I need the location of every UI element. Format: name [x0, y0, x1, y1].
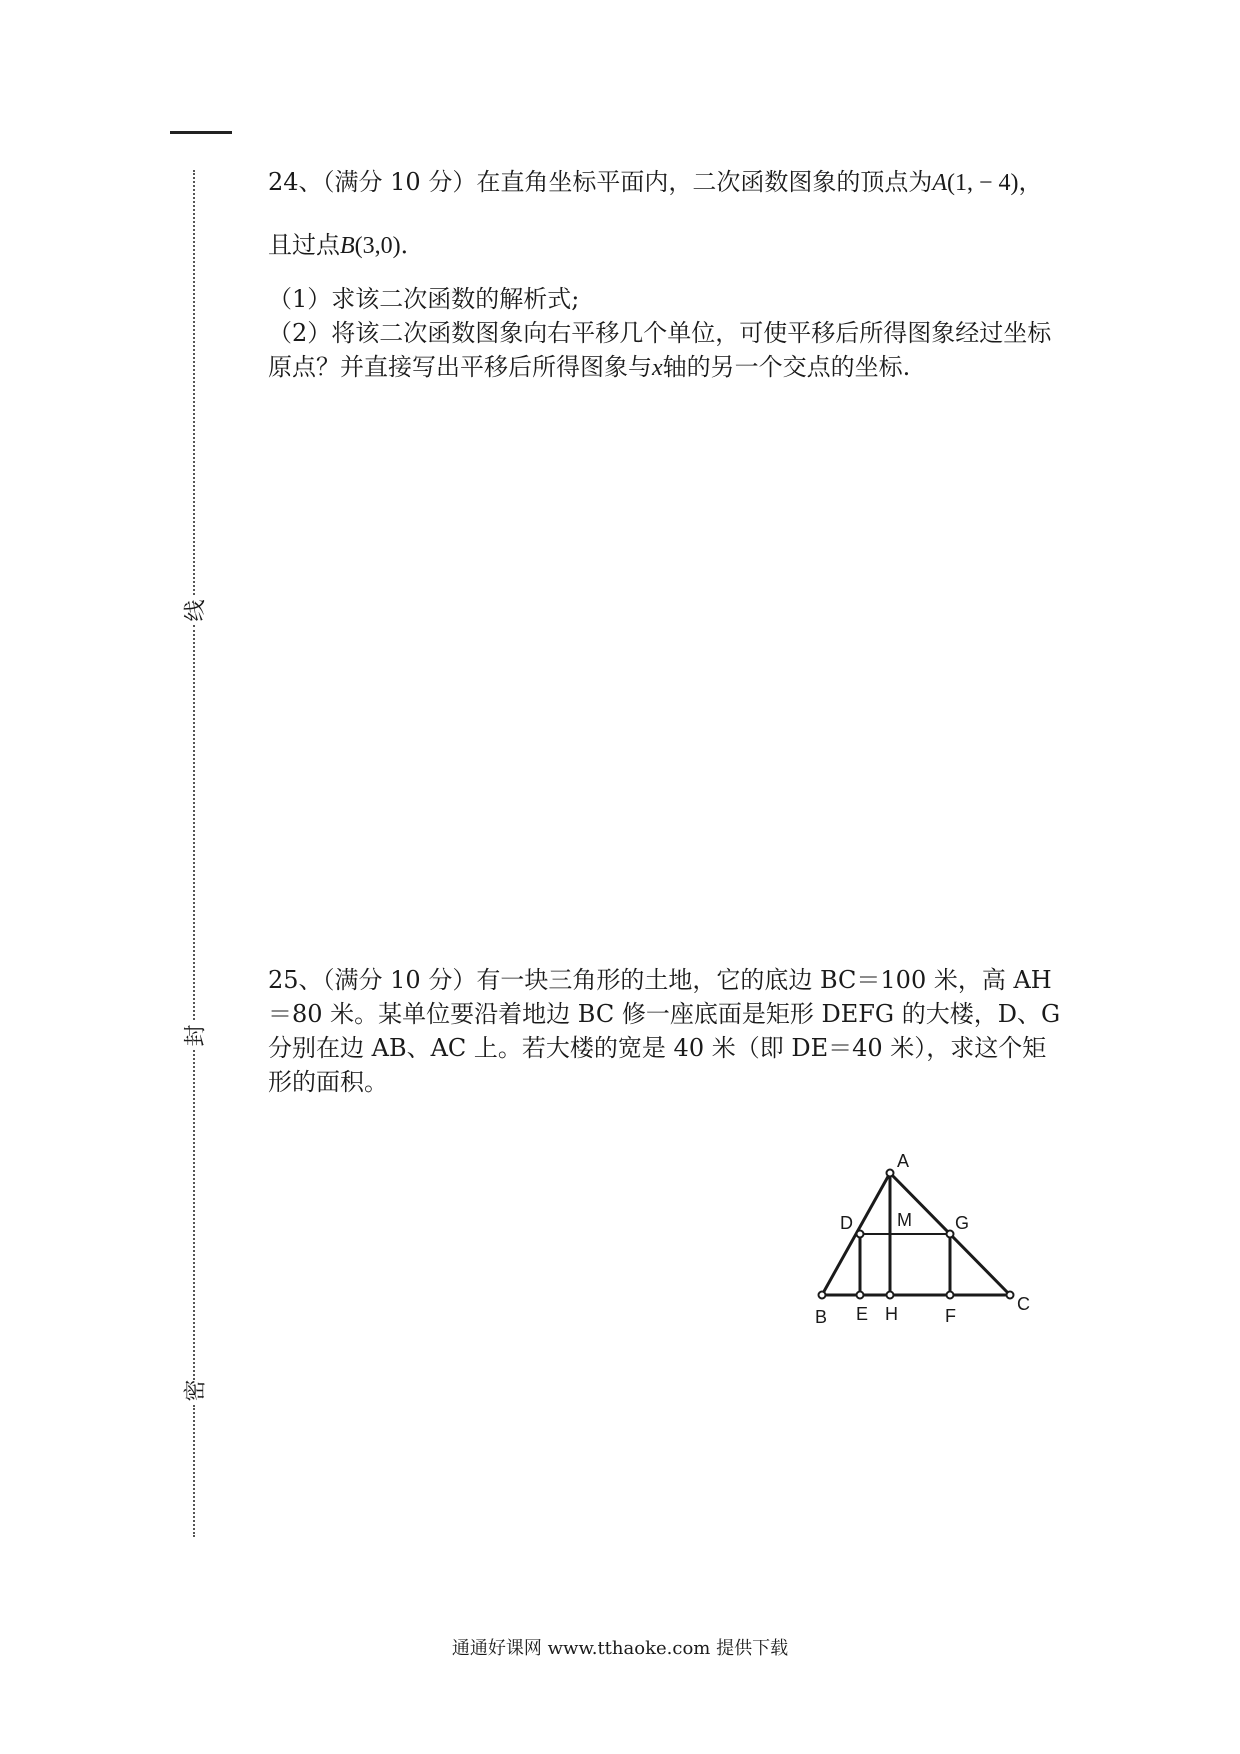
label-C: C — [1017, 1294, 1030, 1314]
binding-dotted-line — [193, 1050, 195, 1380]
vertex-H — [887, 1292, 894, 1299]
q24-vertex-name: A — [932, 170, 948, 196]
vertex-C — [1007, 1292, 1014, 1299]
binding-char-secret: 密 — [183, 1379, 209, 1402]
q24-part2-var: x — [652, 355, 663, 381]
binding-char-line: 线 — [183, 599, 209, 622]
label-B: B — [815, 1307, 828, 1327]
vertex-G — [947, 1231, 954, 1238]
binding-dotted-line — [193, 625, 195, 1020]
q24-part1: （1）求该二次函数的解析式; — [268, 285, 580, 313]
q24-prefix: 24、（满分 10 分）在直角坐标平面内，二次函数图象的顶点为 — [268, 168, 933, 196]
label-D: D — [840, 1213, 853, 1233]
vertex-A — [887, 1170, 894, 1177]
footer-text: 通通好课网 www.tthaoke.com 提供下载 — [451, 1638, 789, 1659]
q25-text: 25、（满分 10 分）有一块三角形的土地，它的底边 BC＝100 米，高 AH＝80 米。某单位要沿着地边 BC 修一座底面是矩形 DEFG 的大楼，D、G 分别在边 AB、AC 上。若大楼的宽是 40 米（即 DE＝40 米），求这个矩形的面积。 — [268, 966, 1061, 1096]
vertex-D — [857, 1231, 864, 1238]
q25-stem — [268, 963, 1068, 1099]
q24-part2-a: （2）将该二次函数图象向右平移几个单位，可使平移后所得图象经过坐标原点？并直接写出平移后所得图象与 — [268, 319, 1052, 381]
binding-dotted-line — [193, 1405, 195, 1537]
label-A: A — [897, 1151, 910, 1171]
triangle-rectangle-figure — [805, 1145, 1045, 1330]
label-E: E — [856, 1304, 869, 1324]
q24-line2-suffix: ． — [400, 231, 425, 259]
vertex-E — [857, 1292, 864, 1299]
q24-stem-line1 — [268, 165, 1068, 200]
vertex-F — [947, 1292, 954, 1299]
label-H: H — [885, 1304, 898, 1324]
q24-stem-line2 — [268, 228, 1068, 263]
header-rule — [170, 131, 232, 134]
q24-vertex-coords: (1, − 4) — [947, 170, 1019, 196]
vertex-B — [819, 1292, 826, 1299]
q24-parts — [268, 282, 1068, 385]
q24-sep: ， — [1018, 168, 1043, 196]
label-M: M — [897, 1210, 912, 1230]
binding-dotted-line — [193, 170, 195, 595]
label-F: F — [945, 1306, 956, 1326]
label-G: G — [955, 1213, 970, 1233]
q24-part2 — [268, 316, 1068, 385]
q24-point-coords: (3,0) — [354, 233, 401, 259]
q24-part2-b: 轴的另一个交点的坐标. — [662, 353, 911, 381]
binding-char-seal: 封 — [183, 1024, 209, 1047]
q24-point-name: B — [340, 233, 355, 259]
q24-line2-prefix: 且过点 — [268, 231, 340, 259]
